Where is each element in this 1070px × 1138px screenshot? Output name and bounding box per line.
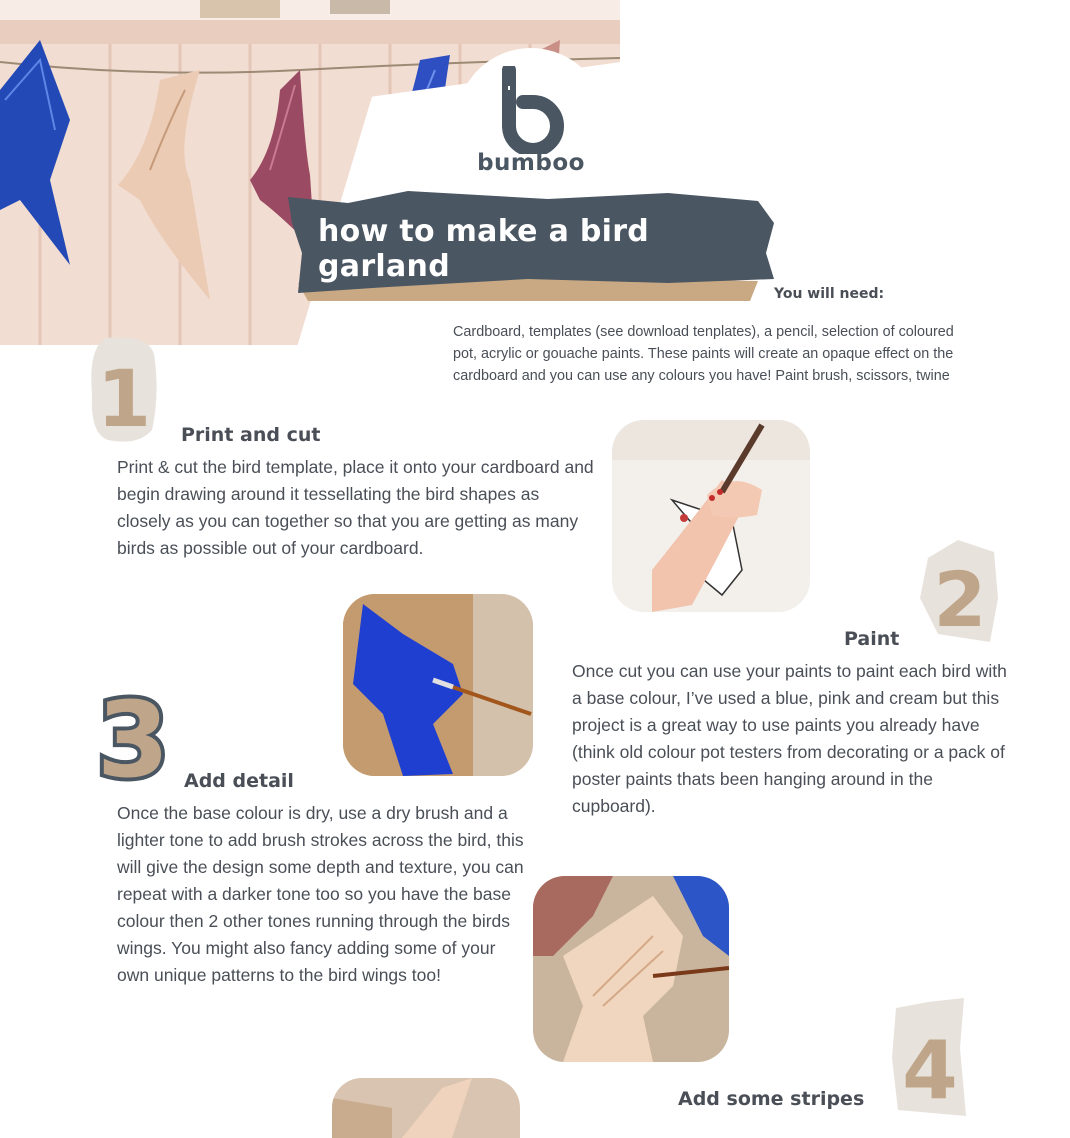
step-3-number: 3 bbox=[96, 679, 170, 792]
step-2-number-badge bbox=[918, 538, 1000, 648]
photo-painting-blue-bird bbox=[343, 594, 533, 776]
supplies-heading: You will need: bbox=[774, 286, 885, 302]
photo-adding-stripes bbox=[332, 1078, 520, 1138]
bumboo-logo-icon bbox=[497, 66, 569, 154]
page-title: how to make a bird garland bbox=[318, 214, 650, 284]
step-1-number: 1 bbox=[96, 355, 152, 445]
photo-drawing-template bbox=[612, 420, 810, 612]
step-1-number-badge bbox=[88, 334, 160, 446]
photo-adding-detail bbox=[533, 876, 729, 1062]
step-2-body: Once cut you can use your paints to paint each bird with a base colour, I’ve used a blue, pink and cream but this project is a great way to use paints you already have (think old colour pot testers from decorating or a pack of poster paints thats been hanging around in the cupboard). bbox=[572, 661, 1007, 816]
step-3-heading: Add detail bbox=[184, 770, 294, 792]
step-2-heading: Paint bbox=[844, 628, 900, 650]
step-2-number: 2 bbox=[933, 555, 987, 644]
step-1-body: Print & cut the bird template, place it onto your cardboard and begin drawing around it tessellating the bird shapes as closely as you can together so that you are getting as many birds as possible out of your cardboard. bbox=[117, 457, 594, 558]
step-1-heading: Print and cut bbox=[181, 424, 321, 446]
step-4-number: 4 bbox=[902, 1024, 958, 1116]
brand-name: bumboo bbox=[477, 150, 585, 176]
step-3-number-badge bbox=[88, 676, 178, 792]
step-3-body: Once the base colour is dry, use a dry brush and a lighter tone to add brush strokes across the bird, this will give the design some depth and texture, you can repeat with a darker tone too so you have the base colour then 2 other tones running through the birds wings. You might also fancy adding some of your own unique patterns to the bird wings too! bbox=[117, 803, 524, 985]
step-4-heading: Add some stripes bbox=[678, 1088, 865, 1110]
supplies-text: Cardboard, templates (see download tenplates), a pencil, selection of coloured pot, acrylic or gouache paints. These paints will create an opaque effect on the cardboard and you can use any colours you have! Paint brush, scissors, twine bbox=[453, 324, 954, 384]
step-4-number-badge bbox=[888, 998, 970, 1116]
